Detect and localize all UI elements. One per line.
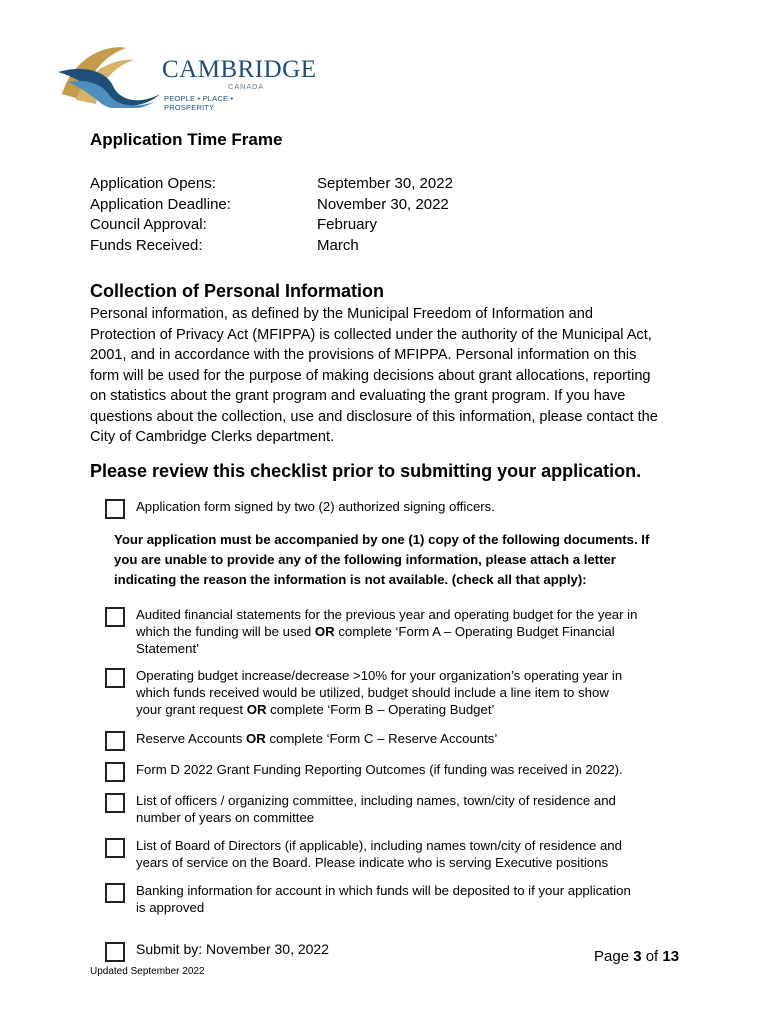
timeframe-value: September 30, 2022 (317, 175, 453, 192)
checkbox[interactable] (105, 793, 125, 813)
logo-subtitle: CANADA (228, 82, 265, 91)
timeframe-value: March (317, 236, 359, 254)
item-line: Submit by: November 30, 2022 (136, 941, 329, 957)
page-word: Page (594, 948, 634, 965)
checklist-item-label (136, 792, 671, 826)
checklist-item-label: Application form signed by two (2) authorized signing officers. (136, 499, 495, 514)
checklist-item-label (136, 761, 671, 778)
timeframe-value: November 30, 2022 (317, 195, 449, 213)
item-line: Form D 2022 Grant Funding Reporting Outcomes (if funding was received in 2022). (136, 762, 623, 777)
item-line: Audited financial statements for the previous year and operating budget for the year in (136, 607, 638, 622)
checklist-item-label (136, 941, 671, 958)
checklist-note (114, 530, 684, 590)
page-number (594, 948, 679, 965)
item-text: complete ‘Form C – Reserve Accounts’ (265, 731, 498, 746)
note-line: indicating the reason the information is not available. (check all that apply): (114, 572, 587, 587)
checkbox[interactable] (105, 668, 125, 688)
checklist-item-label (136, 667, 671, 718)
logo-wordmark: CAMBRIDGE (162, 56, 317, 83)
timeframe-label: Council Approval: (90, 216, 207, 233)
item-text: your grant request (136, 702, 247, 717)
checkbox[interactable] (105, 838, 125, 858)
item-text: complete ‘Form B – Operating Budget’ (266, 702, 495, 717)
timeframe-label: Funds Received: (90, 236, 203, 254)
item-line: Statement’ (136, 641, 200, 656)
checkbox[interactable] (105, 762, 125, 782)
timeframe-label: Application Deadline: (90, 195, 231, 213)
logo-tagline: PEOPLE • PLACE • PROSPERITY (164, 94, 234, 112)
item-emphasis: OR (245, 731, 266, 746)
paragraph-line: questions about the collection, use and disclosure of this information, please contact the (90, 408, 658, 425)
checkbox[interactable] (105, 883, 125, 903)
cambridge-wave-emblem-icon (56, 42, 162, 108)
checkbox[interactable] (105, 731, 125, 751)
item-line: is approved (136, 900, 205, 915)
paragraph-line: Protection of Privacy Act (MFIPPA) is collected under the authority of the Municipal Act, (90, 326, 652, 343)
item-line: Operating budget increase/decrease >10% for your organization’s operating year in (136, 668, 623, 683)
item-emphasis: OR (314, 624, 335, 639)
checklist-item-label (136, 837, 671, 871)
page-of: of (641, 948, 663, 965)
checkbox[interactable] (105, 607, 125, 627)
item-line (136, 623, 671, 640)
item-line: Banking information for account in which funds will be deposited to if your application (136, 883, 631, 898)
item-text: which the funding will be used (136, 624, 315, 639)
timeframe-values (317, 174, 453, 256)
paragraph-line: form will be used for the purpose of making decisions about grant allocations, reporting (90, 367, 651, 384)
item-text: complete ‘Form A – Operating Budget Financial (334, 624, 615, 639)
collection-paragraph (90, 304, 690, 448)
paragraph-line: 2001, and in accordance with the provisions of MFIPPA. Personal information on this (90, 347, 637, 363)
collection-heading: Collection of Personal Information (90, 281, 385, 301)
item-line: List of officers / organizing committee, including names, town/city of residence and (136, 793, 616, 808)
timeframe-heading: Application Time Frame (90, 130, 283, 149)
item-line: years of service on the Board. Please indicate who is serving Executive positions (136, 855, 609, 870)
item-text: Reserve Accounts (136, 731, 246, 746)
timeframe-value: February (317, 216, 378, 233)
paragraph-line: on statistics about the grant program and evaluating the grant program. If you have (90, 388, 626, 404)
checklist-item-label (136, 730, 671, 747)
item-line: List of Board of Directors (if applicable), including names town/city of residence and (136, 838, 622, 853)
item-line: number of years on committee (136, 810, 315, 825)
paragraph-line: City of Cambridge Clerks department. (90, 429, 335, 445)
page-total: 13 (662, 948, 680, 965)
item-line: which funds received would be utilized, budget should include a line item to show (136, 685, 609, 700)
item-line (136, 730, 671, 747)
cambridge-logo (56, 42, 317, 112)
timeframe-label: Application Opens: (90, 175, 216, 192)
checklist-heading: Please review this checklist prior to submitting your application. (90, 461, 642, 481)
checklist-item-label (136, 882, 671, 916)
checkbox[interactable] (105, 942, 125, 962)
checklist-item-label (136, 606, 671, 657)
timeframe-labels (90, 174, 231, 256)
item-line (136, 701, 671, 718)
checkbox[interactable] (105, 499, 125, 519)
note-line: Your application must be accompanied by one (1) copy of the following documents. If (114, 532, 650, 547)
item-emphasis: OR (246, 702, 267, 717)
paragraph-line: Personal information, as defined by the Municipal Freedom of Information and (90, 306, 593, 322)
note-line: you are unable to provide any of the following information, please attach a letter (114, 552, 616, 567)
page-current: 3 (633, 948, 642, 965)
updated-date: Updated September 2022 (90, 966, 205, 977)
